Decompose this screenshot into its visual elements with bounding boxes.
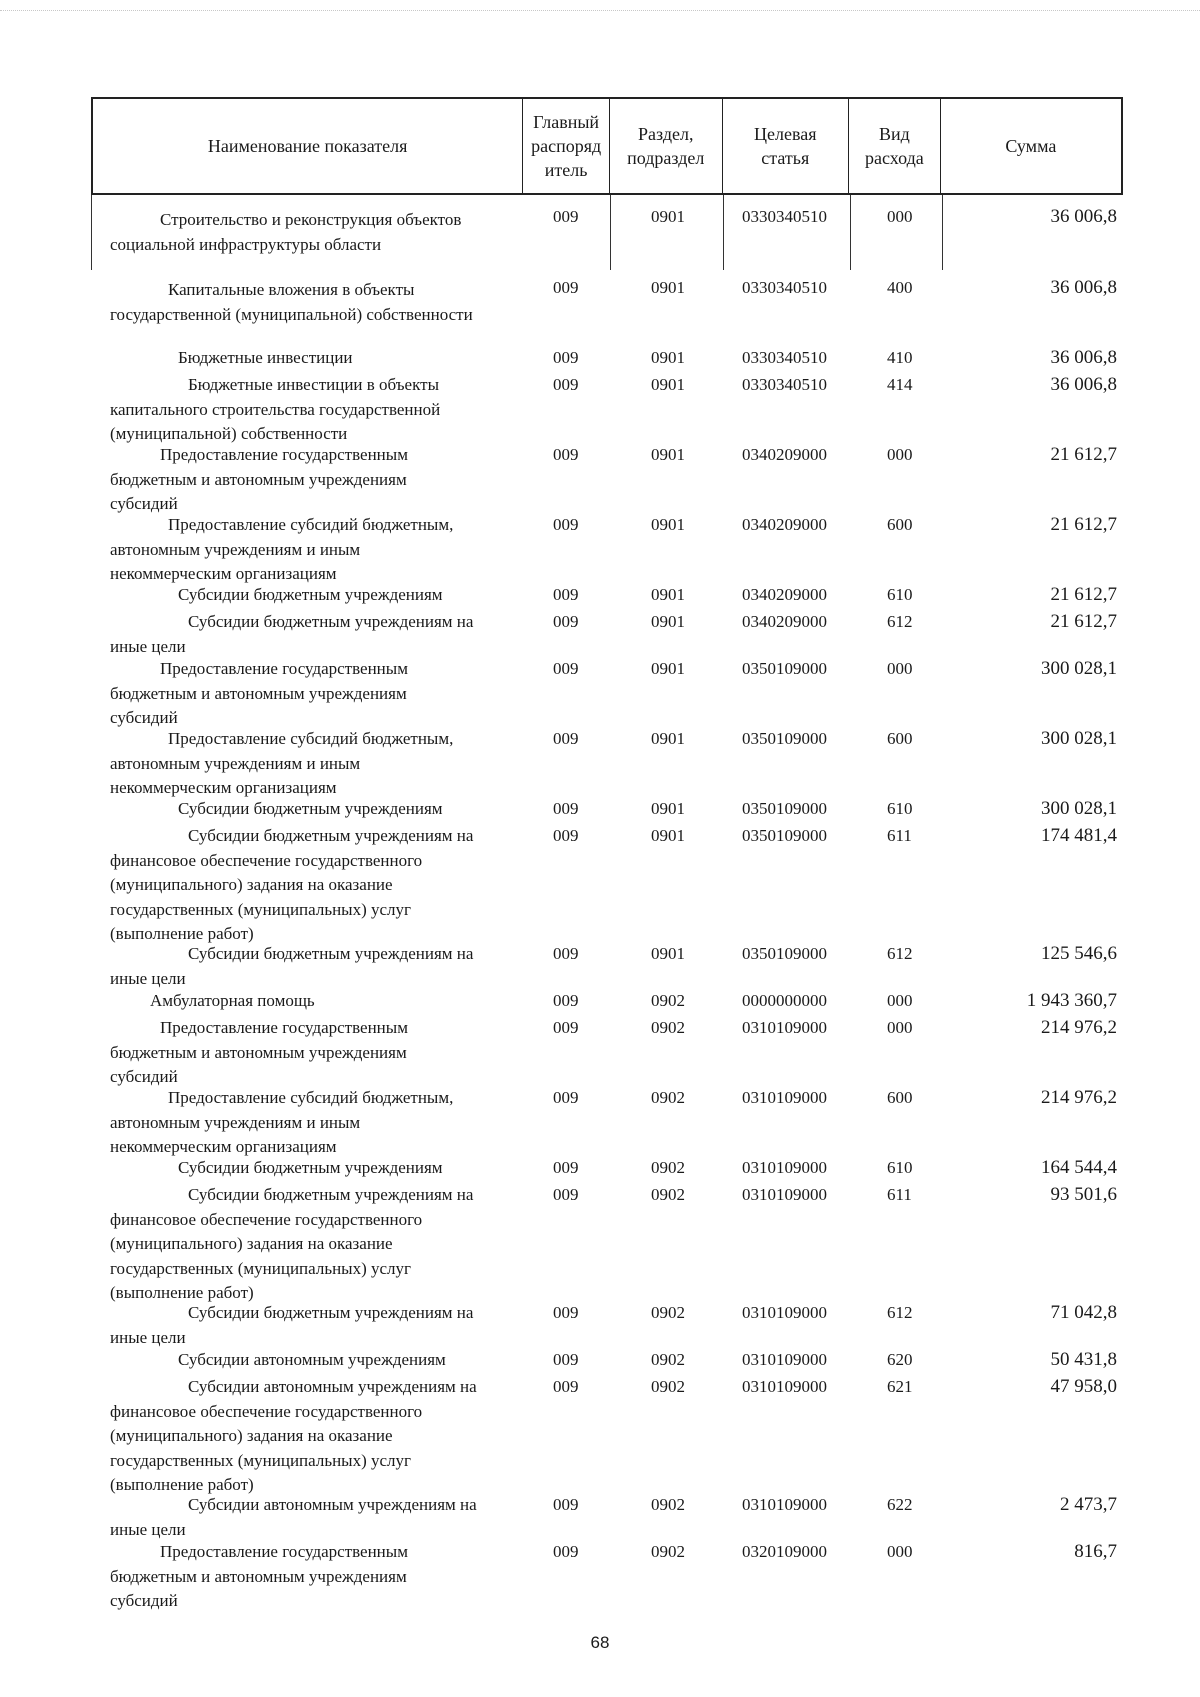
row-chief-manager: 009 xyxy=(553,278,579,297)
row-section: 0901 xyxy=(651,585,685,604)
row-chief-manager: 009 xyxy=(553,1495,579,1514)
row-name: Бюджетные инвестиции xyxy=(178,348,353,367)
row-chief-manager: 009 xyxy=(553,991,579,1010)
row-target-article: 0350109000 xyxy=(742,799,827,818)
row-chief-manager: 009 xyxy=(553,1018,579,1037)
row-name: Предоставление субсидий бюджетным, автономным учреждениям и иным некоммерческим организациям xyxy=(110,515,454,583)
row-name: Субсидии бюджетным учреждениям xyxy=(178,799,443,818)
row-section: 0901 xyxy=(651,826,685,845)
row-chief-manager: 009 xyxy=(553,348,579,367)
row-chief-manager: 009 xyxy=(553,729,579,748)
row-section: 0902 xyxy=(651,1495,685,1514)
header-target-article: Целевая статья xyxy=(723,99,850,193)
row-chief-manager: 009 xyxy=(553,799,579,818)
row-target-article: 0340209000 xyxy=(742,445,827,464)
row-expense-kind: 000 xyxy=(887,991,913,1010)
row-expense-kind: 000 xyxy=(887,1018,913,1037)
row-sum: 21 612,7 xyxy=(1050,444,1117,465)
row-sum: 47 958,0 xyxy=(1050,1376,1117,1397)
row-expense-kind: 612 xyxy=(887,612,913,631)
row-chief-manager: 009 xyxy=(553,826,579,845)
row-expense-kind: 610 xyxy=(887,585,913,604)
header-sum: Сумма xyxy=(1005,136,1057,156)
row-expense-kind: 612 xyxy=(887,944,913,963)
row-chief-manager: 009 xyxy=(553,944,579,963)
row-name: Субсидии бюджетным учреждениям на финансовое обеспечение государственного (муниципального) задания на оказание государственных (муниципальных) услуг (выполнение работ) xyxy=(110,826,474,943)
row-expense-kind: 414 xyxy=(887,375,913,394)
row-sum: 21 612,7 xyxy=(1050,514,1117,535)
row-sum: 174 481,4 xyxy=(1041,825,1117,846)
row-sum: 21 612,7 xyxy=(1050,584,1117,605)
row-section: 0902 xyxy=(651,1158,685,1177)
row-chief-manager: 009 xyxy=(553,1088,579,1107)
row-chief-manager: 009 xyxy=(553,1542,579,1561)
row-target-article: 0330340510 xyxy=(742,207,827,226)
row-expense-kind: 612 xyxy=(887,1303,913,1322)
row-section: 0902 xyxy=(651,991,685,1010)
row-section: 0902 xyxy=(651,1377,685,1396)
row-target-article: 0350109000 xyxy=(742,826,827,845)
row-section: 0901 xyxy=(651,207,685,226)
row-target-article: 0350109000 xyxy=(742,944,827,963)
row-target-article: 0310109000 xyxy=(742,1185,827,1204)
row-chief-manager: 009 xyxy=(553,1350,579,1369)
row-sum: 214 976,2 xyxy=(1041,1017,1117,1038)
row-section: 0901 xyxy=(651,348,685,367)
row-target-article: 0310109000 xyxy=(742,1158,827,1177)
row-chief-manager: 009 xyxy=(553,445,579,464)
row-target-article: 0000000000 xyxy=(742,991,827,1010)
row-sum: 300 028,1 xyxy=(1041,658,1117,679)
row-section: 0901 xyxy=(651,445,685,464)
row-section: 0901 xyxy=(651,659,685,678)
row-expense-kind: 000 xyxy=(887,1542,913,1561)
row-section: 0901 xyxy=(651,612,685,631)
row-target-article: 0340209000 xyxy=(742,515,827,534)
row-name: Предоставление государственным бюджетным и автономным учреждениям субсидий xyxy=(110,445,408,513)
page-number: 68 xyxy=(590,1633,610,1652)
row-section: 0901 xyxy=(651,278,685,297)
row-section: 0902 xyxy=(651,1350,685,1369)
row-section: 0901 xyxy=(651,729,685,748)
row-sum: 125 546,6 xyxy=(1041,943,1117,964)
row-target-article: 0310109000 xyxy=(742,1495,827,1514)
row-name: Субсидии автономным учреждениям xyxy=(178,1350,446,1369)
row-expense-kind: 000 xyxy=(887,445,913,464)
row-sum: 300 028,1 xyxy=(1041,798,1117,819)
row-chief-manager: 009 xyxy=(553,515,579,534)
row-expense-kind: 610 xyxy=(887,1158,913,1177)
row-sum: 93 501,6 xyxy=(1050,1184,1117,1205)
row-name: Субсидии бюджетным учреждениям xyxy=(178,585,443,604)
header-chief-manager: Главный распоряд итель xyxy=(523,99,610,193)
row-name: Амбулаторная помощь xyxy=(150,991,315,1010)
row-sum: 816,7 xyxy=(1074,1541,1117,1562)
row-name: Предоставление субсидий бюджетным, автономным учреждениям и иным некоммерческим организациям xyxy=(110,1088,454,1156)
row-sum: 36 006,8 xyxy=(1050,206,1117,227)
row-target-article: 0350109000 xyxy=(742,729,827,748)
row-target-article: 0310109000 xyxy=(742,1377,827,1396)
row-name: Субсидии бюджетным учреждениям на иные цели xyxy=(110,944,474,988)
row-target-article: 0310109000 xyxy=(742,1018,827,1037)
row-name: Субсидии автономным учреждениям на иные цели xyxy=(110,1495,477,1539)
row-name: Субсидии бюджетным учреждениям на иные цели xyxy=(110,1303,474,1347)
row-target-article: 0310109000 xyxy=(742,1350,827,1369)
row-name: Предоставление государственным бюджетным и автономным учреждениям субсидий xyxy=(110,1542,408,1610)
row-expense-kind: 410 xyxy=(887,348,913,367)
row-name: Субсидии бюджетным учреждениям xyxy=(178,1158,443,1177)
row-target-article: 0310109000 xyxy=(742,1303,827,1322)
row-expense-kind: 600 xyxy=(887,1088,913,1107)
row-name: Бюджетные инвестиции в объекты капитального строительства государственной (муниципальной) собственности xyxy=(110,375,441,443)
row-sum: 36 006,8 xyxy=(1050,374,1117,395)
row-sum: 50 431,8 xyxy=(1050,1349,1117,1370)
row-chief-manager: 009 xyxy=(553,375,579,394)
row-target-article: 0340209000 xyxy=(742,585,827,604)
header-section: Раздел, подраздел xyxy=(610,99,723,193)
header-name: Наименование показателя xyxy=(93,99,523,193)
row-target-article: 0340209000 xyxy=(742,612,827,631)
row-target-article: 0350109000 xyxy=(742,659,827,678)
row-name: Субсидии бюджетным учреждениям на иные цели xyxy=(110,612,474,656)
row-sum: 21 612,7 xyxy=(1050,611,1117,632)
row-sum: 2 473,7 xyxy=(1060,1494,1117,1515)
row-target-article: 0330340510 xyxy=(742,278,827,297)
row-name: Субсидии бюджетным учреждениям на финансовое обеспечение государственного (муниципального) задания на оказание государственных (муниципальных) услуг (выполнение работ) xyxy=(110,1185,474,1302)
row-chief-manager: 009 xyxy=(553,1158,579,1177)
row-target-article: 0310109000 xyxy=(742,1088,827,1107)
row-section: 0901 xyxy=(651,944,685,963)
row-target-article: 0320109000 xyxy=(742,1542,827,1561)
row-chief-manager: 009 xyxy=(553,207,579,226)
row-name: Предоставление субсидий бюджетным, автономным учреждениям и иным некоммерческим организациям xyxy=(110,729,454,797)
row-section: 0902 xyxy=(651,1018,685,1037)
row-expense-kind: 620 xyxy=(887,1350,913,1369)
row-section: 0901 xyxy=(651,375,685,394)
row-sum: 36 006,8 xyxy=(1050,277,1117,298)
row-target-article: 0330340510 xyxy=(742,375,827,394)
row-sum: 1 943 360,7 xyxy=(1026,990,1117,1011)
row-expense-kind: 622 xyxy=(887,1495,913,1514)
row-name: Субсидии автономным учреждениям на финансовое обеспечение государственного (муниципального) задания на оказание государственных (муниципальных) услуг (выполнение работ) xyxy=(110,1377,477,1494)
row-chief-manager: 009 xyxy=(553,1185,579,1204)
row-name: Предоставление государственным бюджетным и автономным учреждениям субсидий xyxy=(110,1018,408,1086)
row-chief-manager: 009 xyxy=(553,612,579,631)
row-expense-kind: 610 xyxy=(887,799,913,818)
row-section: 0902 xyxy=(651,1088,685,1107)
row-section: 0902 xyxy=(651,1303,685,1322)
row-chief-manager: 009 xyxy=(553,1303,579,1322)
row-sum: 164 544,4 xyxy=(1041,1157,1117,1178)
row-sum: 214 976,2 xyxy=(1041,1087,1117,1108)
row-expense-kind: 000 xyxy=(887,659,913,678)
row-expense-kind: 000 xyxy=(887,207,913,226)
row-chief-manager: 009 xyxy=(553,659,579,678)
row-name: Капитальные вложения в объекты государственной (муниципальной) собственности xyxy=(110,280,473,324)
row-chief-manager: 009 xyxy=(553,585,579,604)
row-name: Строительство и реконструкция объектов социальной инфраструктуры области xyxy=(110,210,462,254)
row-sum: 300 028,1 xyxy=(1041,728,1117,749)
row-target-article: 0330340510 xyxy=(742,348,827,367)
header-expense-kind: Вид расхода xyxy=(849,99,941,193)
row-section: 0901 xyxy=(651,799,685,818)
row-section: 0902 xyxy=(651,1542,685,1561)
row-section: 0901 xyxy=(651,515,685,534)
row-expense-kind: 600 xyxy=(887,729,913,748)
row-section: 0902 xyxy=(651,1185,685,1204)
row-expense-kind: 611 xyxy=(887,1185,912,1204)
row-chief-manager: 009 xyxy=(553,1377,579,1396)
row-name: Предоставление государственным бюджетным и автономным учреждениям субсидий xyxy=(110,659,408,727)
row-expense-kind: 400 xyxy=(887,278,913,297)
row-expense-kind: 611 xyxy=(887,826,912,845)
row-sum: 71 042,8 xyxy=(1050,1302,1117,1323)
row-expense-kind: 621 xyxy=(887,1377,913,1396)
row-sum: 36 006,8 xyxy=(1050,347,1117,368)
row-expense-kind: 600 xyxy=(887,515,913,534)
